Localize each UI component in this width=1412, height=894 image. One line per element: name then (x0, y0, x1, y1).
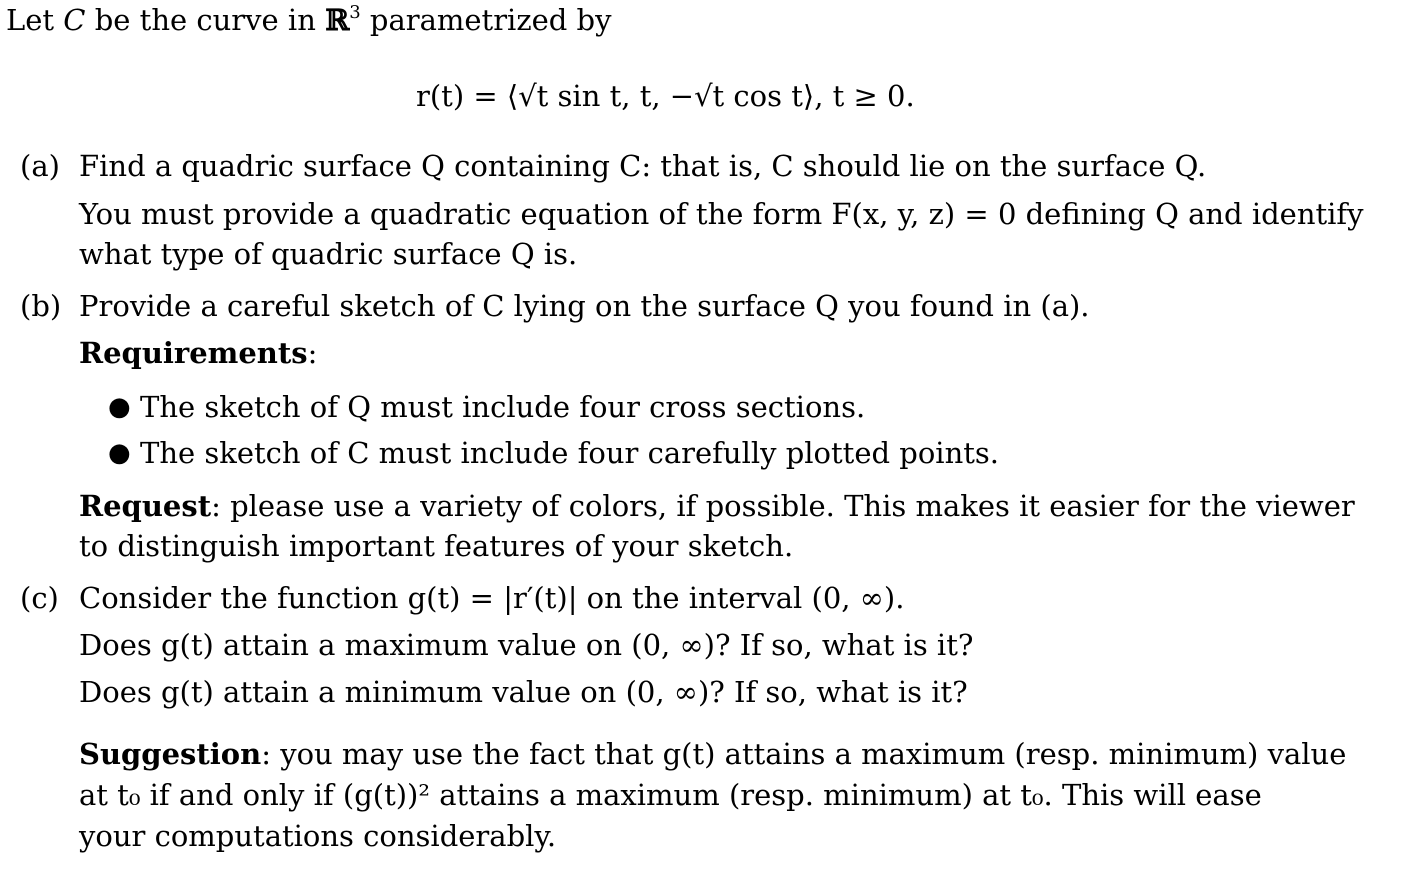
intro-suffix: parametrized by (360, 3, 612, 37)
part-a-line3: what type of quadric surface Q is. (79, 237, 578, 271)
part-c-line3: Does g(t) attain a minimum value on (0, ∞)? If so, what is it? (79, 675, 968, 709)
part-c-line1: Consider the function g(t) = |r′(t)| on the interval (0, ∞). (79, 581, 905, 615)
intro-prefix: Let (6, 3, 64, 37)
intro-real-space: ℝ (325, 3, 350, 37)
intro-exponent: 3 (349, 2, 361, 23)
part-a-label: (a) (20, 149, 60, 183)
bullet-marker-1: ● (108, 392, 131, 422)
intro-curve-symbol: C (63, 3, 86, 37)
request-text-1: : please use a variety of colors, if possible. This makes it easier for the viewer (211, 489, 1355, 523)
requirements-heading-line (79, 335, 317, 371)
intro-mid: be the curve in (85, 3, 326, 37)
requirements-heading: Requirements (79, 336, 308, 370)
part-b-line1: Provide a careful sketch of C lying on the surface Q you found in (a). (79, 289, 1090, 323)
request-label: Request (79, 489, 212, 523)
bullet-marker-2: ● (108, 438, 131, 468)
part-b-label: (b) (20, 289, 62, 323)
suggestion-line1 (79, 736, 1346, 772)
suggestion-text-1: : you may use the fact that g(t) attains a maximum (resp. minimum) value (261, 737, 1347, 771)
parametrization-equation: r(t) = ⟨√t sin t, t, −√t cos t⟩, t ≥ 0. (416, 79, 915, 113)
request-line1 (79, 488, 1355, 524)
suggestion-line2: at t₀ if and only if (g(t))² attains a maximum (resp. minimum) at t₀. This will ease (79, 778, 1262, 812)
part-c-label: (c) (20, 581, 59, 615)
requirement-item-1: The sketch of Q must include four cross sections. (140, 390, 866, 424)
request-line2: to distinguish important features of your sketch. (79, 529, 794, 563)
intro-line (6, 2, 612, 38)
requirement-item-2: The sketch of C must include four carefully plotted points. (140, 436, 999, 470)
suggestion-label: Suggestion (79, 737, 262, 771)
part-a-line1: Find a quadric surface Q containing C: that is, C should lie on the surface Q. (79, 149, 1207, 183)
part-a-line2: You must provide a quadratic equation of the form F(x, y, z) = 0 defining Q and identify (79, 197, 1364, 231)
requirements-colon: : (307, 336, 318, 370)
suggestion-line3: your computations considerably. (79, 819, 557, 853)
part-c-line2: Does g(t) attain a maximum value on (0, ∞)? If so, what is it? (79, 628, 974, 662)
